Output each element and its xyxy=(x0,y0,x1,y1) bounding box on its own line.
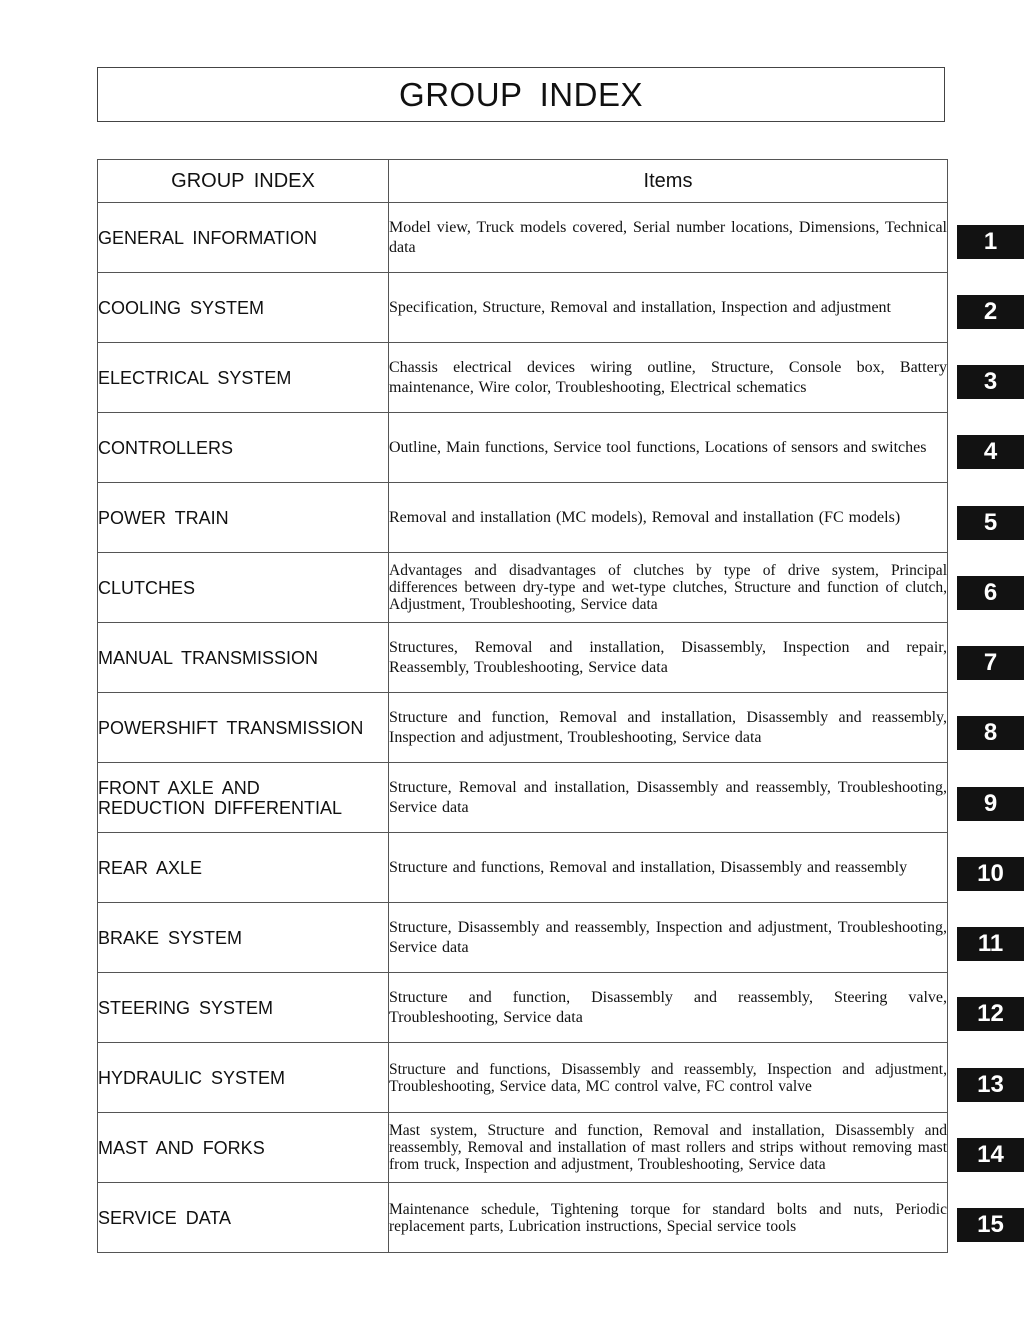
section-tab-1[interactable]: 1 xyxy=(957,225,1024,259)
section-tab-13[interactable]: 13 xyxy=(957,1068,1024,1102)
table-row xyxy=(98,763,948,833)
table-row xyxy=(98,833,948,903)
table-row xyxy=(98,553,948,623)
section-tab-9[interactable]: 9 xyxy=(957,787,1024,821)
group-name: MANUAL TRANSMISSION xyxy=(98,623,389,693)
group-name: MAST AND FORKS xyxy=(98,1113,389,1183)
group-index-table xyxy=(97,159,948,1253)
table-row xyxy=(98,1113,948,1183)
group-name: SERVICE DATA xyxy=(98,1183,389,1253)
group-name: CONTROLLERS xyxy=(98,413,389,483)
table-row xyxy=(98,343,948,413)
group-items: Model view, Truck models covered, Serial number locations, Dimensions, Technical data xyxy=(389,203,948,273)
section-tab-4[interactable]: 4 xyxy=(957,435,1024,469)
group-name: POWERSHIFT TRANSMISSION xyxy=(98,693,389,763)
section-tab-14[interactable]: 14 xyxy=(957,1138,1024,1172)
group-name: GENERAL INFORMATION xyxy=(98,203,389,273)
section-tab-8[interactable]: 8 xyxy=(957,716,1024,750)
table-row xyxy=(98,483,948,553)
group-items: Structures, Removal and installation, Disassembly, Inspection and repair, Reassembly, Troubleshooting, Service data xyxy=(389,623,948,693)
group-items: Mast system, Structure and function, Removal and installation, Disassembly and reassembly, Removal and installation of mast rollers and strips without removing mast from truck, Inspection and adjustment, Troubleshooting, Service data xyxy=(389,1113,948,1183)
table-row xyxy=(98,1043,948,1113)
table-row xyxy=(98,413,948,483)
group-name: STEERING SYSTEM xyxy=(98,973,389,1043)
section-tab-7[interactable]: 7 xyxy=(957,646,1024,680)
group-items: Structure, Removal and installation, Disassembly and reassembly, Troubleshooting, Service data xyxy=(389,763,948,833)
header-group-index: GROUP INDEX xyxy=(98,160,389,203)
table-row xyxy=(98,693,948,763)
table-row xyxy=(98,1183,948,1253)
section-tab-3[interactable]: 3 xyxy=(957,365,1024,399)
section-tab-12[interactable]: 12 xyxy=(957,997,1024,1031)
section-tab-5[interactable]: 5 xyxy=(957,506,1024,540)
section-tab-15[interactable]: 15 xyxy=(957,1208,1024,1242)
section-tab-10[interactable]: 10 xyxy=(957,857,1024,891)
section-tab-2[interactable]: 2 xyxy=(957,295,1024,329)
table-row xyxy=(98,203,948,273)
group-name: FRONT AXLE AND REDUCTION DIFFERENTIAL xyxy=(98,763,389,833)
group-name: COOLING SYSTEM xyxy=(98,273,389,343)
group-items: Structure and function, Disassembly and reassembly, Steering valve, Troubleshooting, Service data xyxy=(389,973,948,1043)
group-items: Advantages and disadvantages of clutches by type of drive system, Principal differences between dry-type and wet-type clutches, Structure and function of clutch, Adjustment, Troubleshooting, Service data xyxy=(389,553,948,623)
group-items: Specification, Structure, Removal and installation, Inspection and adjustment xyxy=(389,273,948,343)
group-name: REAR AXLE xyxy=(98,833,389,903)
group-name: BRAKE SYSTEM xyxy=(98,903,389,973)
group-items: Structure and function, Removal and installation, Disassembly and reassembly, Inspection and adjustment, Troubleshooting, Service data xyxy=(389,693,948,763)
group-items: Outline, Main functions, Service tool functions, Locations of sensors and switches xyxy=(389,413,948,483)
table-row xyxy=(98,903,948,973)
group-name: CLUTCHES xyxy=(98,553,389,623)
group-name: HYDRAULIC SYSTEM xyxy=(98,1043,389,1113)
group-items: Removal and installation (MC models), Removal and installation (FC models) xyxy=(389,483,948,553)
group-name: POWER TRAIN xyxy=(98,483,389,553)
group-items: Structure and functions, Disassembly and reassembly, Inspection and adjustment, Troubleshooting, Service data, MC control valve, FC control valve xyxy=(389,1043,948,1113)
section-tab-6[interactable]: 6 xyxy=(957,576,1024,610)
group-items: Maintenance schedule, Tightening torque for standard bolts and nuts, Periodic replacement parts, Lubrication instructions, Special service tools xyxy=(389,1183,948,1253)
group-name: ELECTRICAL SYSTEM xyxy=(98,343,389,413)
table-row xyxy=(98,973,948,1043)
table-row xyxy=(98,623,948,693)
group-items: Structure, Disassembly and reassembly, Inspection and adjustment, Troubleshooting, Service data xyxy=(389,903,948,973)
group-items: Chassis electrical devices wiring outline, Structure, Console box, Battery maintenance, Wire color, Troubleshooting, Electrical schematics xyxy=(389,343,948,413)
header-items: Items xyxy=(389,160,948,203)
table-header-row xyxy=(98,160,948,203)
page-title: GROUP INDEX xyxy=(97,67,945,122)
table-row xyxy=(98,273,948,343)
section-tab-11[interactable]: 11 xyxy=(957,927,1024,961)
group-items: Structure and functions, Removal and installation, Disassembly and reassembly xyxy=(389,833,948,903)
